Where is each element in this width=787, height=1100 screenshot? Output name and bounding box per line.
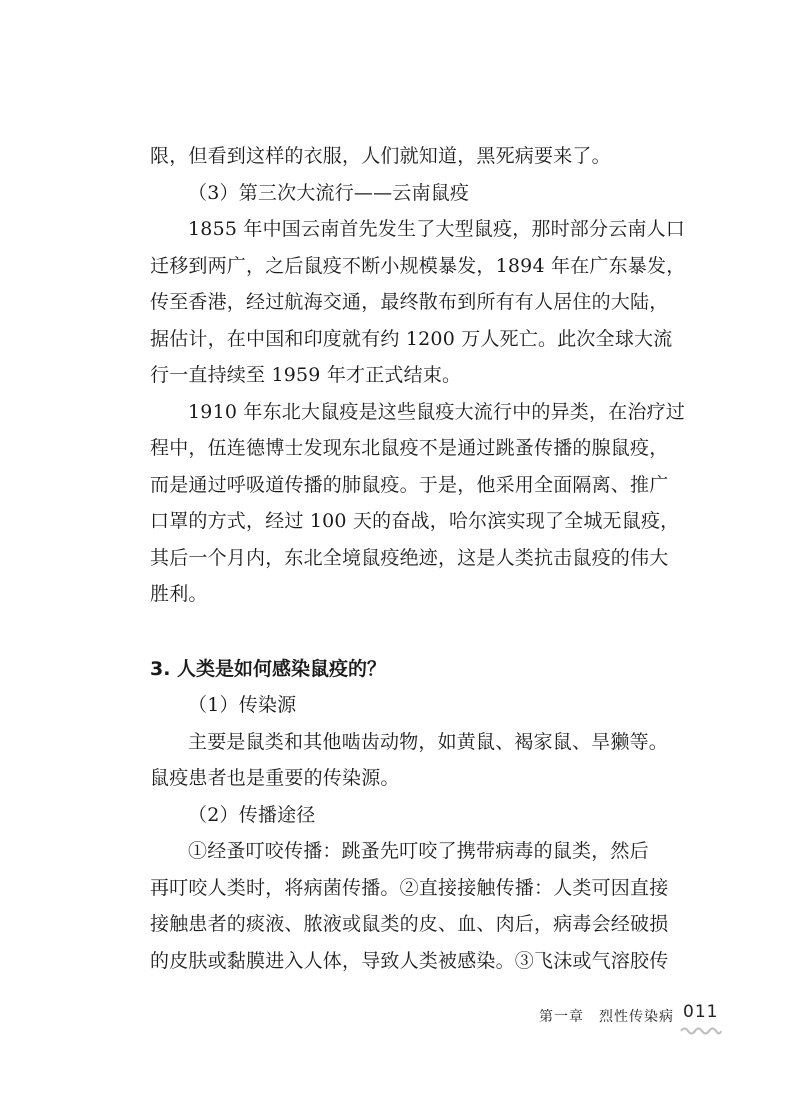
section-gap <box>150 613 670 651</box>
page-body <box>150 138 686 979</box>
body-line: 1910 年东北大鼠疫是这些鼠疫大流行中的异类，在治疗过 <box>188 400 685 423</box>
body-line: 口罩的方式，经过 100 天的奋战，哈尔滨实现了全城无鼠疫， <box>150 510 680 532</box>
body-line: 其后一个月内，东北全境鼠疫绝迹，这是人类抗击鼠疫的伟大 <box>150 546 669 569</box>
body-line: 限，但看到这样的衣服，人们就知道，黑死病要来了。 <box>150 145 611 167</box>
body-line: 据估计，在中国和印度就有约 1200 万人死亡。此次全球大流 <box>150 327 673 350</box>
body-line: 迁移到两广，之后鼠疫不断小规模暴发，1894 年在广东暴发， <box>150 254 686 277</box>
body-line: ①经蚤叮咬传播：跳蚤先叮咬了携带病毒的鼠类，然后 <box>188 840 649 862</box>
body-line: 传至香港，经过航海交通，最终散布到所有有人居住的大陆， <box>150 291 669 313</box>
wave-ornament-icon <box>680 1026 722 1036</box>
body-line: 胜利。 <box>150 583 208 605</box>
body-line: 鼠疫患者也是重要的传染源。 <box>150 767 400 789</box>
body-line: 接触患者的痰液、脓液或鼠类的皮、血、肉后，病毒会经破损 <box>150 913 669 935</box>
section-heading: 3. 人类是如何感染鼠疫的？ <box>150 657 387 680</box>
subsection-title: （3）第三次大流行——云南鼠疫 <box>188 181 470 204</box>
subsection-title: （1）传染源 <box>188 694 297 716</box>
body-line: 而是通过呼吸道传播的肺鼠疫。于是，他采用全面隔离、推广 <box>150 473 669 496</box>
chapter-title: 第一章 烈性传染病 <box>539 1009 674 1025</box>
body-line: 的皮肤或黏膜进入人体，导致人类被感染。③飞沫或气溶胶传 <box>150 949 669 972</box>
body-line: 主要是鼠类和其他啮齿动物，如黄鼠、褐家鼠、旱獭等。 <box>188 730 669 753</box>
page-number: 011 <box>683 1002 719 1022</box>
body-line: 程中，伍连德博士发现东北鼠疫不是通过跳蚤传播的腺鼠疫， <box>150 437 669 459</box>
body-line: 行一直持续至 1959 年才正式结束。 <box>150 364 462 386</box>
body-line: 1855 年中国云南首先发生了大型鼠疫，那时部分云南人口 <box>188 218 685 240</box>
body-line: 再叮咬人类时，将病菌传播。②直接接触传播：人类可因直接 <box>150 876 669 899</box>
subsection-title: （2）传播途径 <box>188 803 316 826</box>
page-footer <box>0 1000 787 1040</box>
